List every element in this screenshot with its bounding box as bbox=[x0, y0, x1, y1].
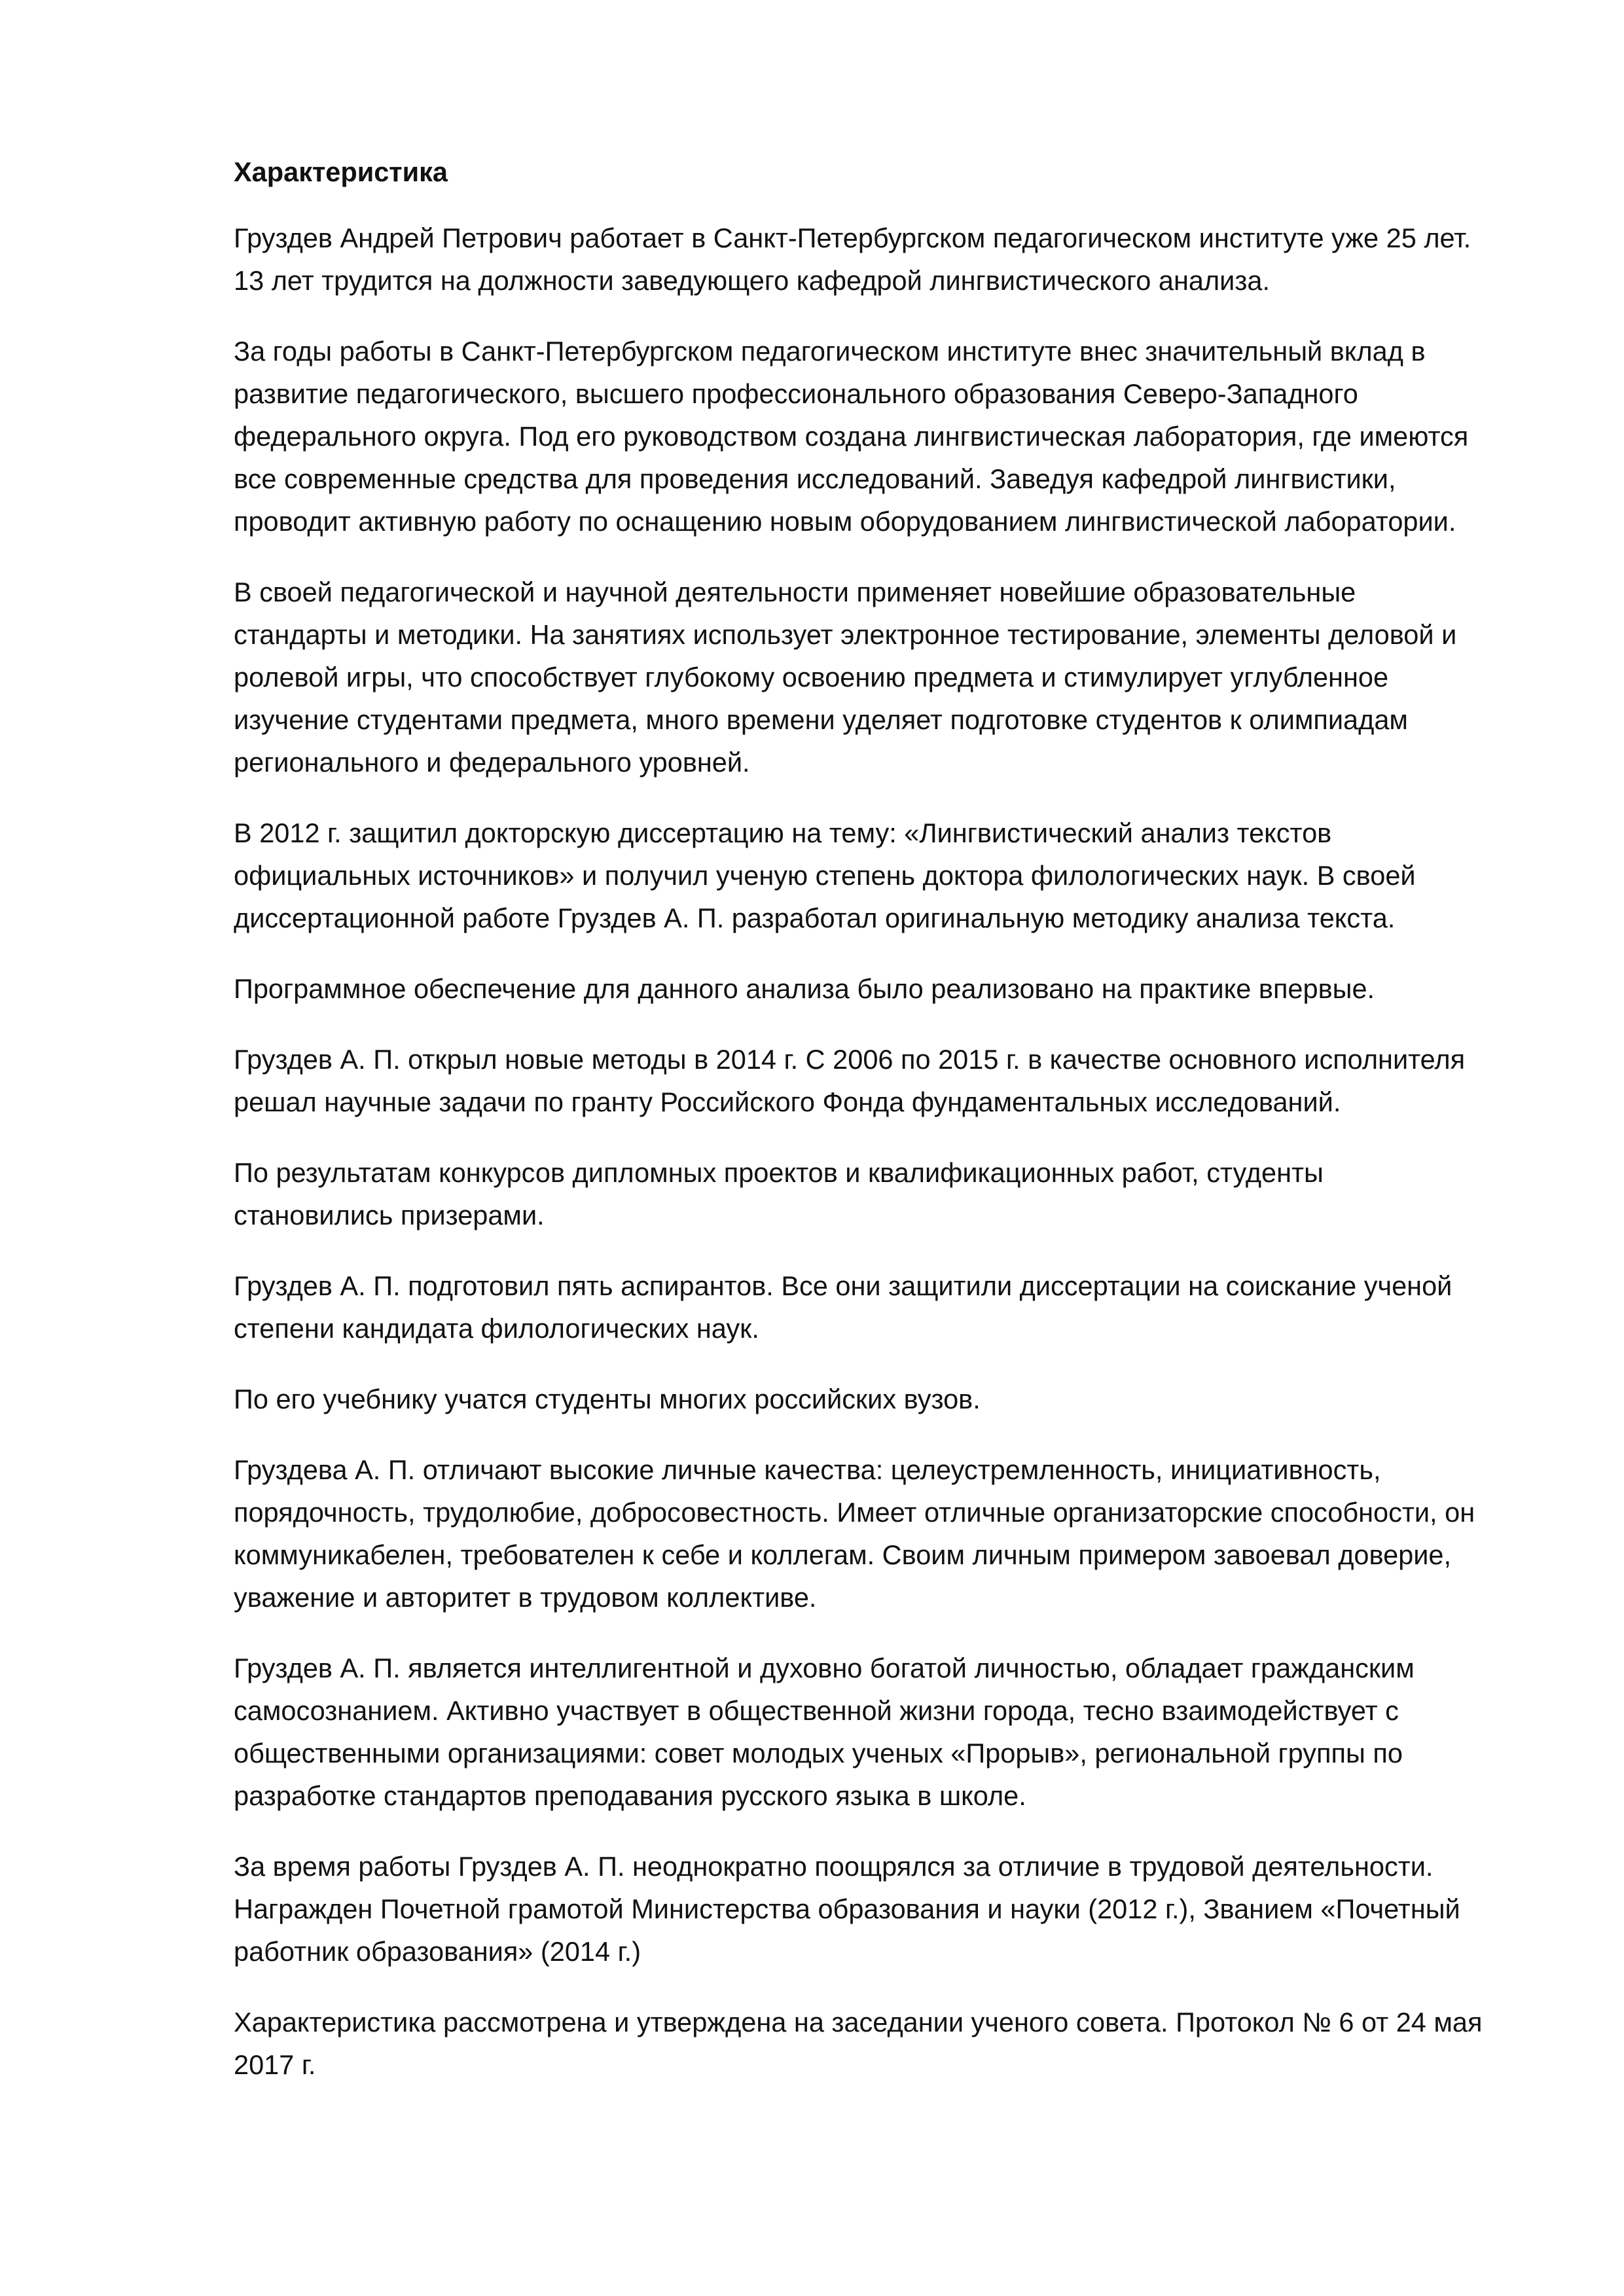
paragraph-line: Груздев А. П. подготовил пять аспирантов. Все они защитили диссертации на соискание ученой bbox=[234, 1270, 1453, 1301]
paragraph-line: федерального округа. Под его руководством создана лингвистическая лаборатория, где имеются bbox=[234, 421, 1469, 452]
document-body bbox=[234, 151, 1517, 2114]
paragraph-line: В своей педагогической и научной деятельности применяет новейшие образовательные bbox=[234, 577, 1356, 607]
paragraph bbox=[234, 1265, 1517, 1350]
paragraph bbox=[234, 330, 1517, 543]
paragraph bbox=[234, 571, 1517, 783]
paragraph-line: За годы работы в Санкт-Петербургском педагогическом институте внес значительный вклад в bbox=[234, 336, 1426, 367]
paragraph-line: уважение и авторитет в трудовом коллективе. bbox=[234, 1582, 817, 1613]
paragraph-line: Груздев Андрей Петрович работает в Санкт-Петербургском педагогическом институте уже 25 лет. bbox=[234, 223, 1471, 253]
paragraph-line: проводит активную работу по оснащению новым оборудованием лингвистической лаборатории. bbox=[234, 506, 1456, 537]
paragraph-line: По результатам конкурсов дипломных проектов и квалификационных работ, студенты bbox=[234, 1157, 1324, 1188]
paragraph-line: диссертационной работе Груздев А. П. разработал оригинальную методику анализа текста. bbox=[234, 903, 1396, 933]
paragraph-line: работник образования» (2014 г.) bbox=[234, 1936, 641, 1967]
paragraph bbox=[234, 1647, 1517, 1817]
paragraph bbox=[234, 967, 1517, 1010]
paragraph-line: все современные средства для проведения исследований. Заведуя кафедрой лингвистики, bbox=[234, 463, 1396, 494]
paragraph bbox=[234, 1378, 1517, 1420]
paragraph-line: Характеристика рассмотрена и утверждена на заседании ученого совета. Протокол № 6 от 24 мая bbox=[234, 2007, 1483, 2037]
paragraph-line: общественными организациями: совет молодых ученых «Прорыв», региональной группы по bbox=[234, 1738, 1403, 1768]
paragraph-line: разработке стандартов преподавания русского языка в школе. bbox=[234, 1780, 1026, 1811]
paragraph bbox=[234, 812, 1517, 939]
paragraph bbox=[234, 1151, 1517, 1236]
paragraph-line: степени кандидата филологических наук. bbox=[234, 1313, 759, 1344]
paragraph-line: В 2012 г. защитил докторскую диссертацию на тему: «Лингвистический анализ текстов bbox=[234, 817, 1332, 848]
paragraph-line: стандарты и методики. На занятиях использует электронное тестирование, элементы деловой и bbox=[234, 619, 1457, 650]
paragraph-line: изучение студентами предмета, много времени уделяет подготовке студентов к олимпиадам bbox=[234, 704, 1408, 735]
paragraph-line: Программное обеспечение для данного анализа было реализовано на практике впервые. bbox=[234, 973, 1375, 1004]
paragraph-line: решал научные задачи по гранту Российского Фонда фундаментальных исследований. bbox=[234, 1086, 1341, 1117]
paragraph-line: регионального и федерального уровней. bbox=[234, 747, 750, 778]
paragraph-line: Груздева А. П. отличают высокие личные качества: целеустремленность, инициативность, bbox=[234, 1454, 1381, 1485]
paragraph bbox=[234, 217, 1517, 302]
paragraph bbox=[234, 1448, 1517, 1619]
paragraph-line: Груздев А. П. открыл новые методы в 2014 г. С 2006 по 2015 г. в качестве основного исполнителя bbox=[234, 1044, 1466, 1075]
paragraph-list bbox=[234, 217, 1517, 2086]
paragraph-line: Груздев А. П. является интеллигентной и духовно богатой личностью, обладает гражданским bbox=[234, 1653, 1415, 1683]
paragraph-line: За время работы Груздев А. П. неоднократно поощрялся за отличие в трудовой деятельности. bbox=[234, 1851, 1434, 1882]
paragraph-line: порядочность, трудолюбие, добросовестность. Имеет отличные организаторские способности, он bbox=[234, 1497, 1475, 1528]
paragraph bbox=[234, 2001, 1517, 2086]
paragraph-line: развитие педагогического, высшего профессионального образования Северо-Западного bbox=[234, 378, 1358, 409]
paragraph-line: становились призерами. bbox=[234, 1200, 545, 1230]
paragraph-line: 13 лет трудится на должности заведующего кафедрой лингвистического анализа. bbox=[234, 265, 1270, 296]
paragraph-line: По его учебнику учатся студенты многих российских вузов. bbox=[234, 1384, 981, 1414]
paragraph-line: 2017 г. bbox=[234, 2049, 316, 2080]
document-title: Характеристика bbox=[234, 156, 448, 187]
paragraph-line: самосознанием. Активно участвует в общественной жизни города, тесно взаимодействует с bbox=[234, 1695, 1399, 1726]
paragraph-line: официальных источников» и получил ученую степень доктора филологических наук. В своей bbox=[234, 860, 1416, 891]
paragraph-line: ролевой игры, что способствует глубокому освоению предмета и стимулирует углубленное bbox=[234, 662, 1389, 692]
paragraph bbox=[234, 1038, 1517, 1123]
paragraph bbox=[234, 1845, 1517, 1973]
paragraph-line: коммуникабелен, требователен к себе и коллегам. Своим личным примером завоевал доверие, bbox=[234, 1539, 1452, 1570]
paragraph-line: Награжден Почетной грамотой Министерства образования и науки (2012 г.), Званием «Почетный bbox=[234, 1893, 1460, 1924]
